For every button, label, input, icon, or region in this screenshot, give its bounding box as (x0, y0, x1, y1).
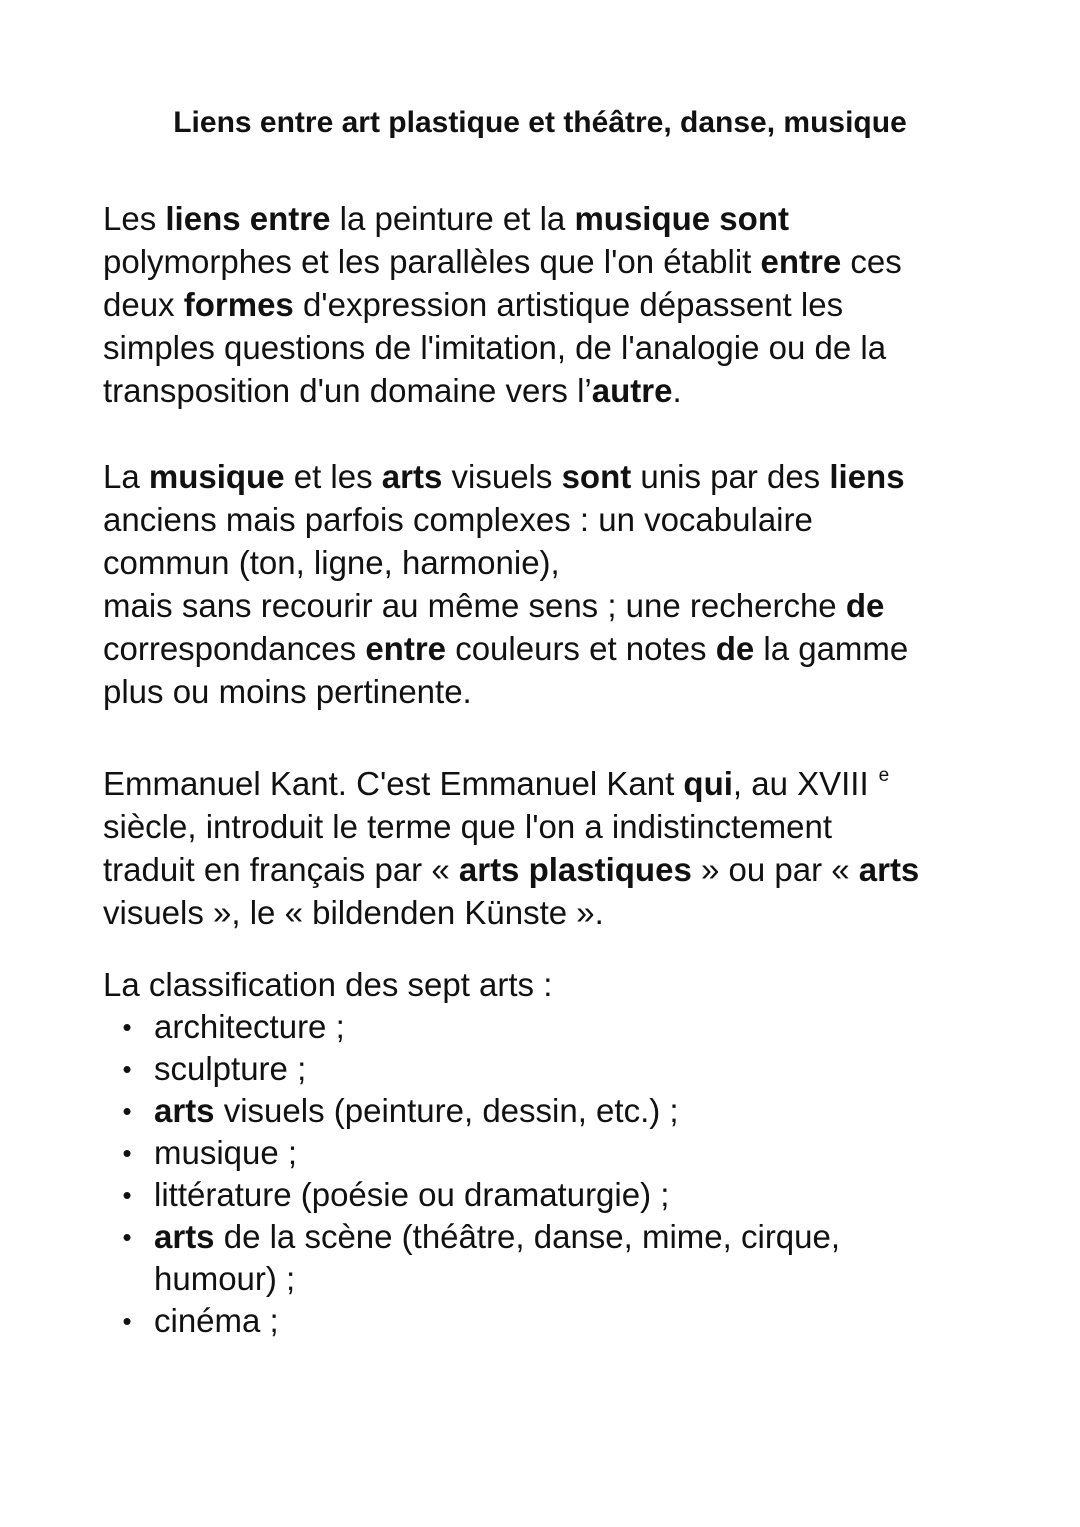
text-line: plus ou moins pertinente. (103, 673, 472, 710)
text-line: traduit en français par « arts plastiques » ou par « arts (103, 851, 920, 888)
text-line: Emmanuel Kant. C'est Emmanuel Kant qui, au XVIII $^e$ (103, 765, 890, 802)
text-line: visuels », le « bildenden Künste ». (103, 894, 604, 931)
list-item: • sculpture ; (103, 1048, 840, 1090)
text-line: siècle, introduit le terme que l'on a indistinctement (103, 808, 833, 845)
text-line: deux formes d'expression artistique dépassent les (103, 286, 844, 323)
text-line: polymorphes et les parallèles que l'on établit entre ces (103, 243, 902, 280)
text-line: La musique et les arts visuels sont unis par des liens (103, 458, 905, 495)
classification-intro: La classification des sept arts : (103, 966, 553, 1003)
text-line: transposition d'un domaine vers l’autre. (103, 372, 682, 409)
text-line: correspondances entre couleurs et notes de la gamme (103, 630, 909, 667)
list-item: • littérature (poésie ou dramaturgie) ; (103, 1174, 840, 1216)
list-item: • arts de la scène (théâtre, danse, mime, cirque, humour) ; (103, 1216, 840, 1300)
bullet-icon: • (122, 1054, 132, 1084)
list-item: • cinéma ; (103, 1300, 840, 1342)
bullet-icon: • (122, 1138, 132, 1168)
paragraph-kant (103, 754, 983, 934)
text-line: commun (ton, ligne, harmonie), (103, 544, 560, 581)
list-item: • musique ; (103, 1132, 840, 1174)
paragraph-painting-music (103, 197, 983, 412)
paragraph-music-visual-arts (103, 455, 983, 713)
superscript-e: e (878, 765, 890, 786)
bullet-icon: • (122, 1096, 132, 1126)
text-line: simples questions de l'imitation, de l'analogie ou de la (103, 329, 887, 366)
bullet-icon: • (122, 1222, 132, 1252)
seven-arts-list (103, 1006, 840, 1342)
page-title: Liens entre art plastique et théâtre, danse, musique (173, 106, 907, 139)
list-item: • architecture ; (103, 1006, 840, 1048)
bullet-icon: • (122, 1306, 132, 1336)
bullet-icon: • (122, 1180, 132, 1210)
text-line: anciens mais parfois complexes : un vocabulaire (103, 501, 813, 538)
text-line: Les liens entre la peinture et la musique sont (103, 200, 789, 237)
text-line: mais sans recourir au même sens ; une recherche de (103, 587, 885, 624)
bullet-icon: • (122, 1012, 132, 1042)
list-item: • arts visuels (peinture, dessin, etc.) ; (103, 1090, 840, 1132)
